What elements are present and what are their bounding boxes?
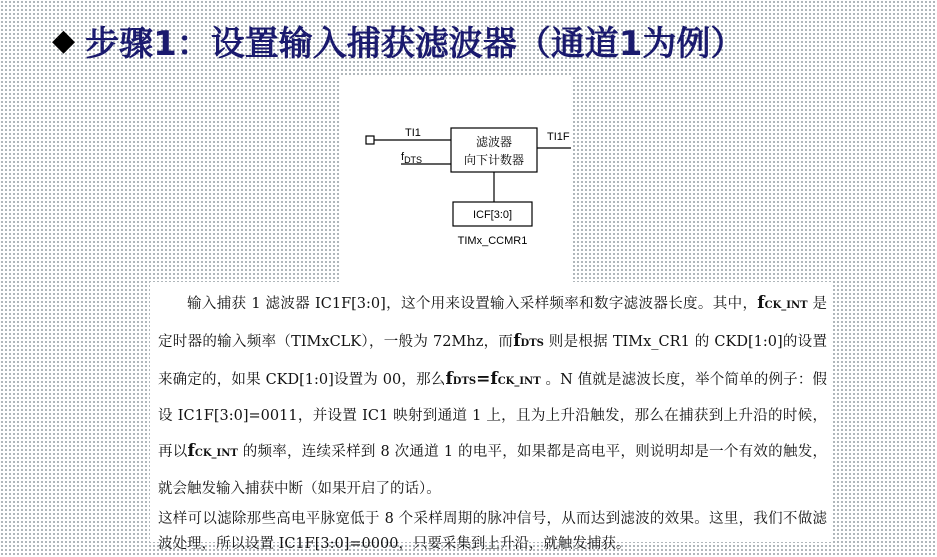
fck-int-subscript: CK_INT	[764, 300, 808, 311]
fdts-subscript: DTS	[520, 337, 544, 349]
input-pin-icon	[366, 136, 374, 144]
ti1f-label: TI1F	[547, 131, 570, 143]
equals-sign: =	[476, 368, 491, 389]
diamond-bullet-icon: ◆	[52, 22, 76, 58]
description-paragraph	[158, 286, 827, 557]
text-segment-5: 的频率，连续采样到 8 次通道 1 的电平，如果都是高电平，则说明却是一个有效的触发，就会触发输入捕获中断（如果开启了的话）。	[158, 444, 828, 497]
icf-label: ICF[3:0]	[472, 209, 513, 221]
text-segment-6: 这样可以滤除那些高电平脉宽低于 8 个采样周期的脉冲信号，从而达到滤波的效果。这里，我们不做滤波处理，所以设置 IC1F[3:0]=0000，只要采集到上升沿，就触发捕获。	[158, 510, 827, 552]
filter-box-line2: 向下计数器	[463, 153, 525, 167]
fdts-label: $f_{DTS}$	[401, 151, 423, 165]
fck-int-subscript-2: CK_INT	[497, 375, 541, 387]
fdts-symbol: f	[513, 330, 521, 351]
fck-int-symbol-2: f	[490, 368, 498, 389]
slide-title	[52, 10, 744, 70]
filter-box-line1: 滤波器	[475, 135, 513, 149]
filter-diagram	[341, 76, 571, 284]
slide-title-text: 步骤1：设置输入捕获滤波器（通道1为例）	[85, 23, 745, 64]
description-panel	[150, 282, 833, 552]
text-segment-3: 则是根据 TIMx_CR1 的 CKD[1:0]的设置来确定的，如果 CKD[1:0]设置为 00，那么	[158, 333, 827, 388]
ti1-label: TI1	[405, 127, 421, 139]
fck-int-symbol-3: f	[187, 441, 195, 462]
fck-int-subscript-3: CK_INT	[194, 448, 238, 460]
text-segment-4: 。N 值就是滤波长度，举个简单的例子：假设 IC1F[3:0]=0011，并设置 IC1 映射到通道 1 上，且为上升沿触发，那么在捕获到上升沿的时候，再以	[158, 371, 828, 461]
fck-int-symbol: f	[757, 293, 765, 313]
text-segment-1: 输入捕获 1 滤波器 IC1F[3:0]，这个用来设置输入采样频率和数字滤波器长度。其中，	[187, 296, 758, 312]
text-segment-2: 是定时器的输入频率（TIMxCLK），一般为 72Mhz，而	[158, 296, 828, 350]
register-label: TIMx_CCMR1	[457, 235, 528, 247]
fdts-symbol-2: f	[445, 368, 453, 389]
fdts-subscript-2: DTS	[452, 375, 477, 387]
